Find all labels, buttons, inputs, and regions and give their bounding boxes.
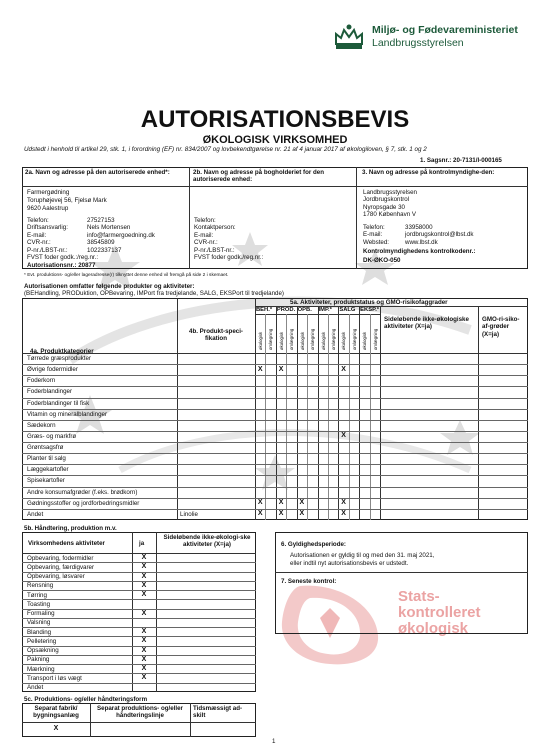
authority-website: www.lbst.dk xyxy=(405,238,438,246)
product-spec: Linolie xyxy=(180,510,198,518)
activity-label: Mærkning xyxy=(27,665,55,673)
activity-label: Toasting xyxy=(27,600,51,608)
subcol-label: økologisk xyxy=(320,331,326,350)
phone-value: 27527153 xyxy=(87,217,115,224)
activity-label: Pakning xyxy=(27,656,50,664)
section5b-heading: 5b. Håndtering, produktion m.v. xyxy=(24,525,117,532)
activity-ja-mark: X xyxy=(141,591,147,599)
x-mark: X xyxy=(341,365,346,373)
case-number: 1. Sagsnr.: 20-7131/I-000165 xyxy=(420,157,502,164)
subcol-label: omlægning xyxy=(330,328,336,350)
authority-line: Jordbrugskontrol xyxy=(363,196,410,204)
product-category: Tørrede græsprodukter xyxy=(27,355,91,362)
section4-intro: Autorisationen omfatter følgende produkter og aktiviteter: xyxy=(24,283,195,290)
latest-control-heading: 7. Seneste kontrol: xyxy=(281,578,337,585)
activity-ja-mark: X xyxy=(141,655,147,663)
validity-heading: 6. Gyldighedsperiode: xyxy=(281,541,346,548)
field-label: Telefon: xyxy=(27,217,49,224)
x-mark: X xyxy=(278,365,284,373)
separate-factory-x: X xyxy=(53,725,59,732)
box-2b-heading: 2b. Navn og adresse på bogholderiet for den autoriserede enhed: xyxy=(193,169,324,184)
activity-label: Transport i løs vægt xyxy=(27,674,82,682)
col-5a-heading: 5a. Aktiviteter, produktstatus og GMO-risikofaggrader xyxy=(290,299,448,306)
pnr-value: 1022337137 xyxy=(87,246,122,254)
product-category: Andet xyxy=(27,510,44,518)
crown-logo-icon xyxy=(332,22,366,52)
subcol-label: omlægning xyxy=(372,328,378,350)
x-mark: X xyxy=(278,499,284,507)
activity-ja-mark: X xyxy=(141,628,147,636)
box-3-values xyxy=(405,224,474,246)
subcol-label: omlægning xyxy=(351,328,357,350)
box-2a-values xyxy=(87,217,155,254)
field-label: Telefon: xyxy=(363,224,385,231)
col-4a-heading: 4a. Produktkategorier xyxy=(30,348,94,355)
subcol-label: økologisk xyxy=(341,331,347,350)
product-category: Foderblandinger til fisk xyxy=(27,399,90,407)
legal-text: Udstedt i henhold til artikel 29, stk. 1, i forordning (EF) nr. 834/2007 og lovbekendtgørelse nr. 21 af 4 januar 2017 af økologiloven, § 7, stk. 1 og 2 xyxy=(24,146,427,153)
stamp-text-3: økologisk xyxy=(398,620,469,637)
activity-label: Opbevaring, færdigvarer xyxy=(27,563,95,571)
field-label: Kontaktperson: xyxy=(194,224,236,232)
box-3-fields xyxy=(363,224,389,246)
activity-header: SALG xyxy=(339,307,356,313)
gmo-heading: GMO-ri-siko-af-grøder (X=ja) xyxy=(482,316,520,338)
activity-ja-mark: X xyxy=(141,581,147,589)
field-label: P-nr./LBST-nr.: xyxy=(194,246,235,254)
page-title: AUTORISATIONSBEVIS xyxy=(140,106,410,133)
activity-label: Andet xyxy=(27,684,44,692)
ministry-name: Miljø- og Fødevareministeriet xyxy=(372,24,518,36)
product-category: Sædekorn xyxy=(27,421,56,429)
x-mark: X xyxy=(278,510,284,518)
activity-ja-mark: X xyxy=(141,674,147,682)
activity-ja-mark: X xyxy=(141,609,147,617)
activity-header: PROD. xyxy=(276,307,296,313)
product-category: Spisekartofler xyxy=(27,477,65,485)
page-subtitle: ØKOLOGISK VIRKSOMHED xyxy=(202,134,348,146)
field-label: Driftsansvarlig: xyxy=(27,224,68,232)
email-value: info@farmergoedning.dk xyxy=(87,231,155,239)
stamp-text-2: kontrolleret xyxy=(398,604,481,621)
section5c-heading: 5c. Produktions- og/eller håndteringsform xyxy=(24,696,148,703)
authority-email: jordbrugskontrol@lbst.dk xyxy=(405,231,474,239)
subcol-label: økologisk xyxy=(299,331,305,350)
activity-ja-mark: X xyxy=(141,665,147,673)
activity-label: Opbevaring, fodermidler xyxy=(27,554,94,562)
activity-label: Tørring xyxy=(27,591,47,599)
authority-phone: 33958000 xyxy=(405,224,433,231)
field-label: FVST foder godk./reg.nr.: xyxy=(194,254,264,262)
company-city: 9620 Aalestrup xyxy=(27,205,69,212)
col-side-activities: Sideløbende ikke-økologi-ske aktiviteter (X=ja) xyxy=(163,534,251,549)
field-label: CVR-nr.: xyxy=(194,239,218,247)
activity-label: Blanding xyxy=(27,628,52,636)
activity-header: EKSP.* xyxy=(360,307,380,313)
manager-value: Nels Mortensen xyxy=(87,224,131,232)
field-label: E-mail: xyxy=(194,231,214,239)
control-code-value: DK-ØKO-050 xyxy=(363,257,401,264)
col-time-separated: Tidsmæssigt ad-skilt xyxy=(193,705,243,720)
x-mark: X xyxy=(299,510,305,518)
subcol-label: økologisk xyxy=(362,331,368,350)
product-category: Øvrige fodermidler xyxy=(27,366,78,374)
field-label: FVST foder godk.:/reg.nr.: xyxy=(27,254,99,262)
company-name: Farmergødning xyxy=(27,189,70,196)
agency-name: Landbrugsstyrelsen xyxy=(372,37,464,49)
product-category: Andre konsumafgrøder (f.eks. brødkorn) xyxy=(27,488,138,496)
activity-ja-mark: X xyxy=(141,554,147,561)
field-label: P-nr./LBST-nr.: xyxy=(27,246,68,254)
validity-text-2: eller indtil nyt autorisationsbevis er udstedt. xyxy=(290,560,409,567)
activity-ja-mark: X xyxy=(141,646,147,654)
authority-line: Nyropsgade 30 xyxy=(363,203,405,211)
subcol-label: omlægning xyxy=(268,328,274,350)
activity-ja-mark: X xyxy=(141,572,147,580)
x-mark: X xyxy=(341,432,346,440)
field-label: Websted: xyxy=(363,238,390,246)
activity-header: IMP.* xyxy=(318,307,332,313)
activity-label: Opbevaring, løsvarer xyxy=(27,573,85,581)
subcol-label: omlægning xyxy=(289,328,295,350)
stamp-text-1: Stats- xyxy=(398,588,440,605)
col-4b-heading: 4b. Produkt-speci-fikation xyxy=(189,328,243,343)
activity-label: Formaling xyxy=(27,610,55,618)
field-label: CVR-nr.: xyxy=(27,239,51,247)
activity-label: Opsækning xyxy=(27,647,59,655)
authority-line: Landbrugsstyrelsen xyxy=(363,189,418,196)
authorisation-number: Autorisationsnr.: 20877 xyxy=(27,262,96,269)
x-mark: X xyxy=(299,499,305,507)
subcol-label: økologisk xyxy=(278,331,284,350)
activity-header: OPB. xyxy=(297,307,312,313)
col-separate-factory: Separat fabrik/ bygningsanlæg xyxy=(33,705,79,720)
footnote: * Evt. produktions- og/eller lageradresse(r) tilknyttet denne enhed vil fremgå på side 2 i skemaet. xyxy=(24,273,229,278)
activity-header: BEH.* xyxy=(256,307,273,313)
box-3-heading: 3. Navn og adresse på kontrolmyndighe-den: xyxy=(362,169,495,176)
authority-line: 1780 København V xyxy=(363,211,416,219)
product-category: Gødningsstoffer og jordforbedringsmidler xyxy=(27,499,140,507)
field-label: Telefon: xyxy=(194,217,216,224)
x-mark: X xyxy=(257,510,263,518)
authority-address xyxy=(363,189,417,219)
product-category: Foderblandinger xyxy=(27,388,73,396)
x-mark: X xyxy=(257,365,263,373)
product-category: Foderkorn xyxy=(27,377,56,385)
field-label: E-mail: xyxy=(363,231,383,239)
activity-label: Pelletering xyxy=(27,637,57,645)
product-category: Grøntsagsfrø xyxy=(27,444,64,452)
product-category: Læggekartofler xyxy=(27,466,69,474)
col-ja: ja xyxy=(139,540,145,547)
box-2b-fields xyxy=(194,217,263,261)
subcol-label: økologisk xyxy=(258,331,263,350)
activity-label: Rensning xyxy=(27,582,54,590)
validity-text-1: Autorisationen er gyldig til og med den 31. maj 2021, xyxy=(290,552,435,559)
side-activities-heading: Sideløbende ikke-økologiske aktiviteter (X=ja) xyxy=(384,316,469,331)
product-category: Planter til salg xyxy=(27,455,66,463)
subcol-label: omlægning xyxy=(310,328,316,350)
section4-intro2: (BEHandling, PRODuktion, OPBevaring, IMPort fra tredjelande, SALG, EKSPort til tredjelande) xyxy=(24,290,284,297)
x-mark: X xyxy=(257,499,263,507)
activity-ja-mark: X xyxy=(141,637,147,645)
product-category: Græs- og markfrø xyxy=(27,432,77,440)
control-code-label: Kontrolmyndighedens kontrolkodenr.: xyxy=(363,248,476,255)
activity-label: Valsning xyxy=(27,619,51,627)
product-category: Vitamin og mineralblandinger xyxy=(27,410,108,418)
field-label: E-mail: xyxy=(27,231,47,239)
col-activities: Virksomhedens aktiviteter xyxy=(28,540,105,547)
company-street: Toruphøjevej 56, Fjelsø Mark xyxy=(27,197,107,204)
x-mark: X xyxy=(341,510,346,518)
activity-ja-mark: X xyxy=(141,563,147,571)
cvr-value: 38545809 xyxy=(87,239,115,247)
col-separate-line: Separat produktions- og/eller håndteringslinje xyxy=(97,705,183,720)
page-number: 1 xyxy=(272,738,276,745)
x-mark: X xyxy=(341,499,346,507)
box-2a-heading: 2a. Navn og adresse på den autoriserede enhed*: xyxy=(25,169,170,176)
